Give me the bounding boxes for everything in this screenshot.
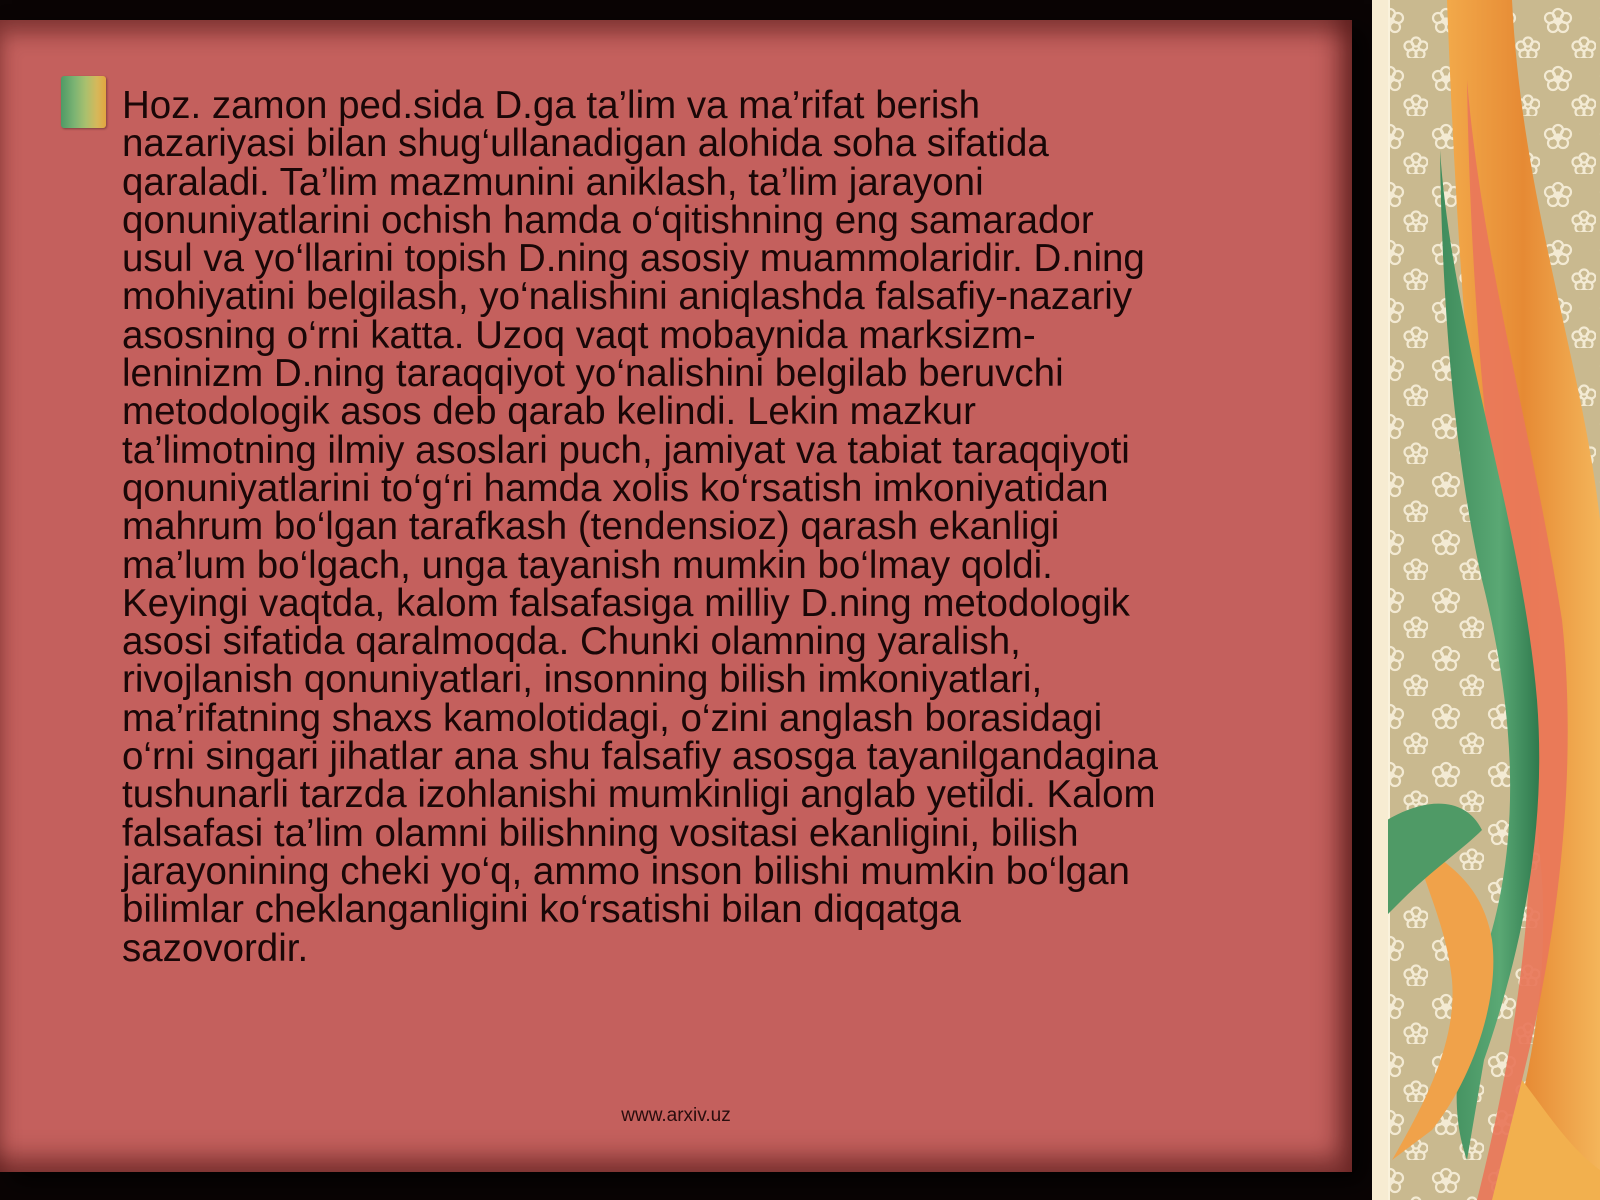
- body-text: Hoz. zamon ped.sida D.ga ta’lim va ma’rifat berish nazariyasi bilan shug‘ullanadigan alohida soha sifatida qaraladi. Ta’lim mazmunini aniklash, ta’lim jarayoni qonuniyatlarini ochish hamda o‘qitishning eng samarador usul va yo‘llarini topish D.ning asosiy muammolaridir. D.ning mohiyatini belgilash, yo‘nalishini aniqlashda falsafiy-nazariy asosning o‘rni katta. Uzoq vaqt mobaynida marksizm- leninizm D.ning taraqqiyot yo‘nalishini belgilab beruvchi metodologik asos deb qarab kelindi. Lekin mazkur ta’limotning ilmiy asoslari puch, jamiyat va tabiat taraqqiyoti qonuniyatlarini to‘g‘ri hamda xolis ko‘rsatish imkoniyatidan mahrum bo‘lgan tarafkash (tendensioz) qarash ekanligi ma’lum bo‘lgach, unga tayanish mumkin bo‘lmay qoldi. Keyingi vaqtda, kalom falsafasiga milliy D.ning metodologik asosi sifatida qaralmoqda. Chunki olamning yaralish, rivojlanish qonuniyatlari, insonning bilish imkoniyatlari, ma’rifatning shaxs kamolotidagi, o‘zini anglash borasidagi o‘rni singari jihatlar ana shu falsafiy asosga tayanilgandagina tushunarli tarzda izohlanishi mumkinligi anglab yetildi. Kalom falsafasi ta’lim olamni bilishning vositasi ekanligini, bilish jarayonining cheki yo‘q, ammo inson bilishi mumkin bo‘lgan bilimlar cheklanganligini ko‘rsatishi bilan diqqatga sazovordir.: [122, 84, 1158, 970]
- decorative-ribbon-art: [1372, 0, 1600, 1200]
- footer-url: www.arxiv.uz: [621, 1105, 731, 1126]
- decorative-strip: [1372, 0, 1600, 1200]
- bullet-icon: [61, 76, 106, 128]
